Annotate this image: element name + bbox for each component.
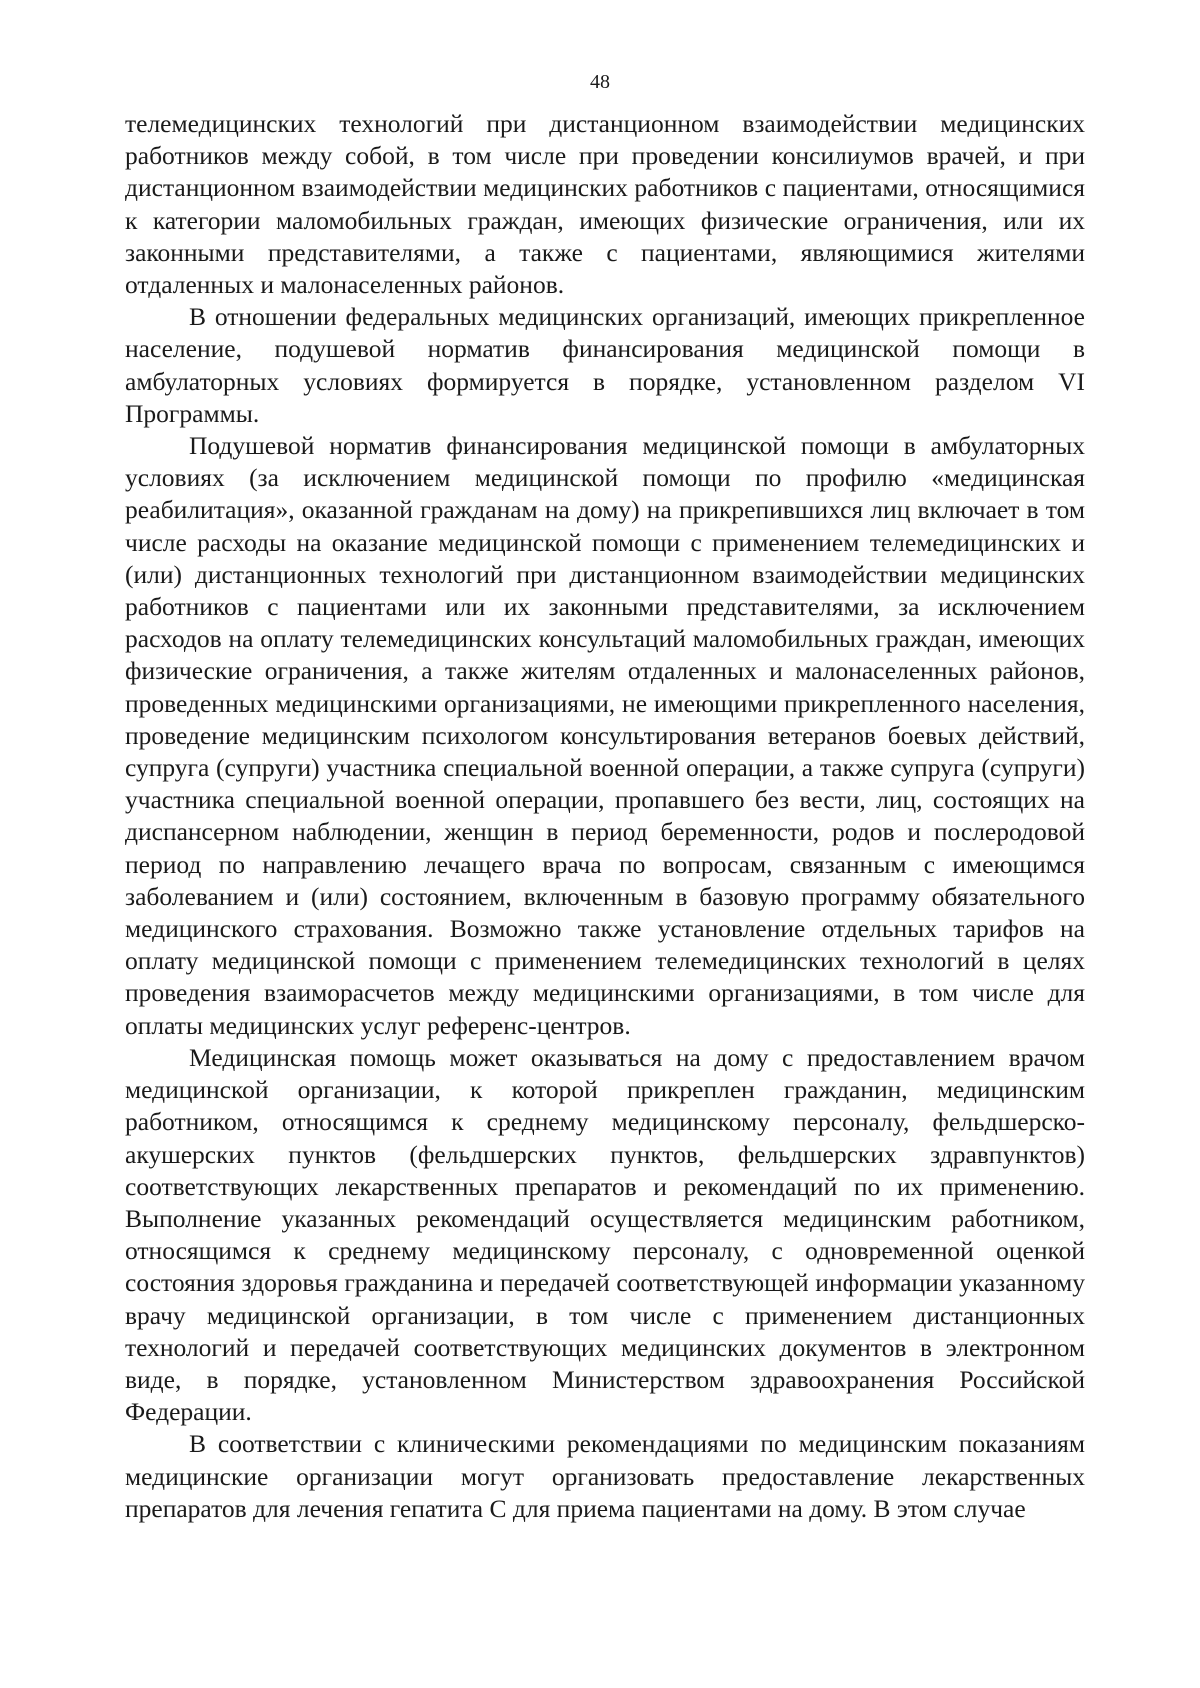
document-body — [125, 108, 1085, 1525]
paragraph-home-care: Медицинская помощь может оказываться на дому с предоставлением врачом медицинской организации, к которой прикреплен гражданин, медицинским работником, относящимся к среднему медицинскому персоналу, фельдшерско-акушерских пунктов (фельдшерских пунктов, фельдшерских здравпунктов) соответствующих лекарственных препаратов и рекомендаций по их применению. Выполнение указанных рекомендаций осуществляется медицинским работником, относящимся к среднему медицинскому персоналу, с одновременной оценкой состояния здоровья гражданина и передачей соответствующей информации указанному врачу медицинской организации, в том числе с применением дистанционных технологий и передачей соответствующих медицинских документов в электронном виде, в порядке, установленном Министерством здравоохранения Российской Федерации. — [125, 1042, 1085, 1427]
paragraph-continuation: телемедицинских технологий при дистанционном взаимодействии медицинских работников между собой, в том числе при проведении консилиумов врачей, и при дистанционном взаимодействии медицинских работников с пациентами, относящимися к категории маломобильных граждан, имеющих физические ограничения, или их законными представителями, а также с пациентами, являющимися жителями отдаленных и малонаселенных районов. — [125, 109, 1085, 300]
paragraph-hepatitis-c: В соответствии с клиническими рекомендациями по медицинским показаниям медицинские организации могут организовать предоставление лекарственных препаратов для лечения гепатита С для приема пациентами на дому. В этом случае — [125, 1429, 1085, 1523]
paragraph-federal-organizations: В отношении федеральных медицинских организаций, имеющих прикрепленное население, подушевой норматив финансирования медицинской помощи в амбулаторных условиях формируется в порядке, установленном разделом VI Программы. — [125, 302, 1085, 428]
paragraph-per-capita-standard: Подушевой норматив финансирования медицинской помощи в амбулаторных условиях (за исключением медицинской помощи по профилю «медицинская реабилитация», оказанной гражданам на дому) на прикрепившихся лиц включает в том числе расходы на оказание медицинской помощи с применением телемедицинских и (или) дистанционных технологий при дистанционном взаимодействии медицинских работников с пациентами или их законными представителями, за исключением расходов на оплату телемедицинских консультаций маломобильных граждан, имеющих физические ограничения, а также жителям отдаленных и малонаселенных районов, проведенных медицинскими организациями, не имеющими прикрепленного населения, проведение медицинским психологом консультирования ветеранов боевых действий, супруга (супруги) участника специальной военной операции, а также супруга (супруги) участника специальной военной операции, пропавшего без вести, лиц, состоящих на диспансерном наблюдении, женщин в период беременности, родов и послеродовой период по направлению лечащего врача по вопросам, связанным с имеющимся заболеванием и (или) состоянием, включенным в базовую программу обязательного медицинского страхования. Возможно также установление отдельных тарифов на оплату медицинской помощи с применением телемедицинских технологий в целях проведения взаиморасчетов между медицинскими организациями, в том числе для оплаты медицинских услуг референс-центров. — [125, 431, 1085, 1040]
page-number: 48 — [590, 71, 610, 93]
